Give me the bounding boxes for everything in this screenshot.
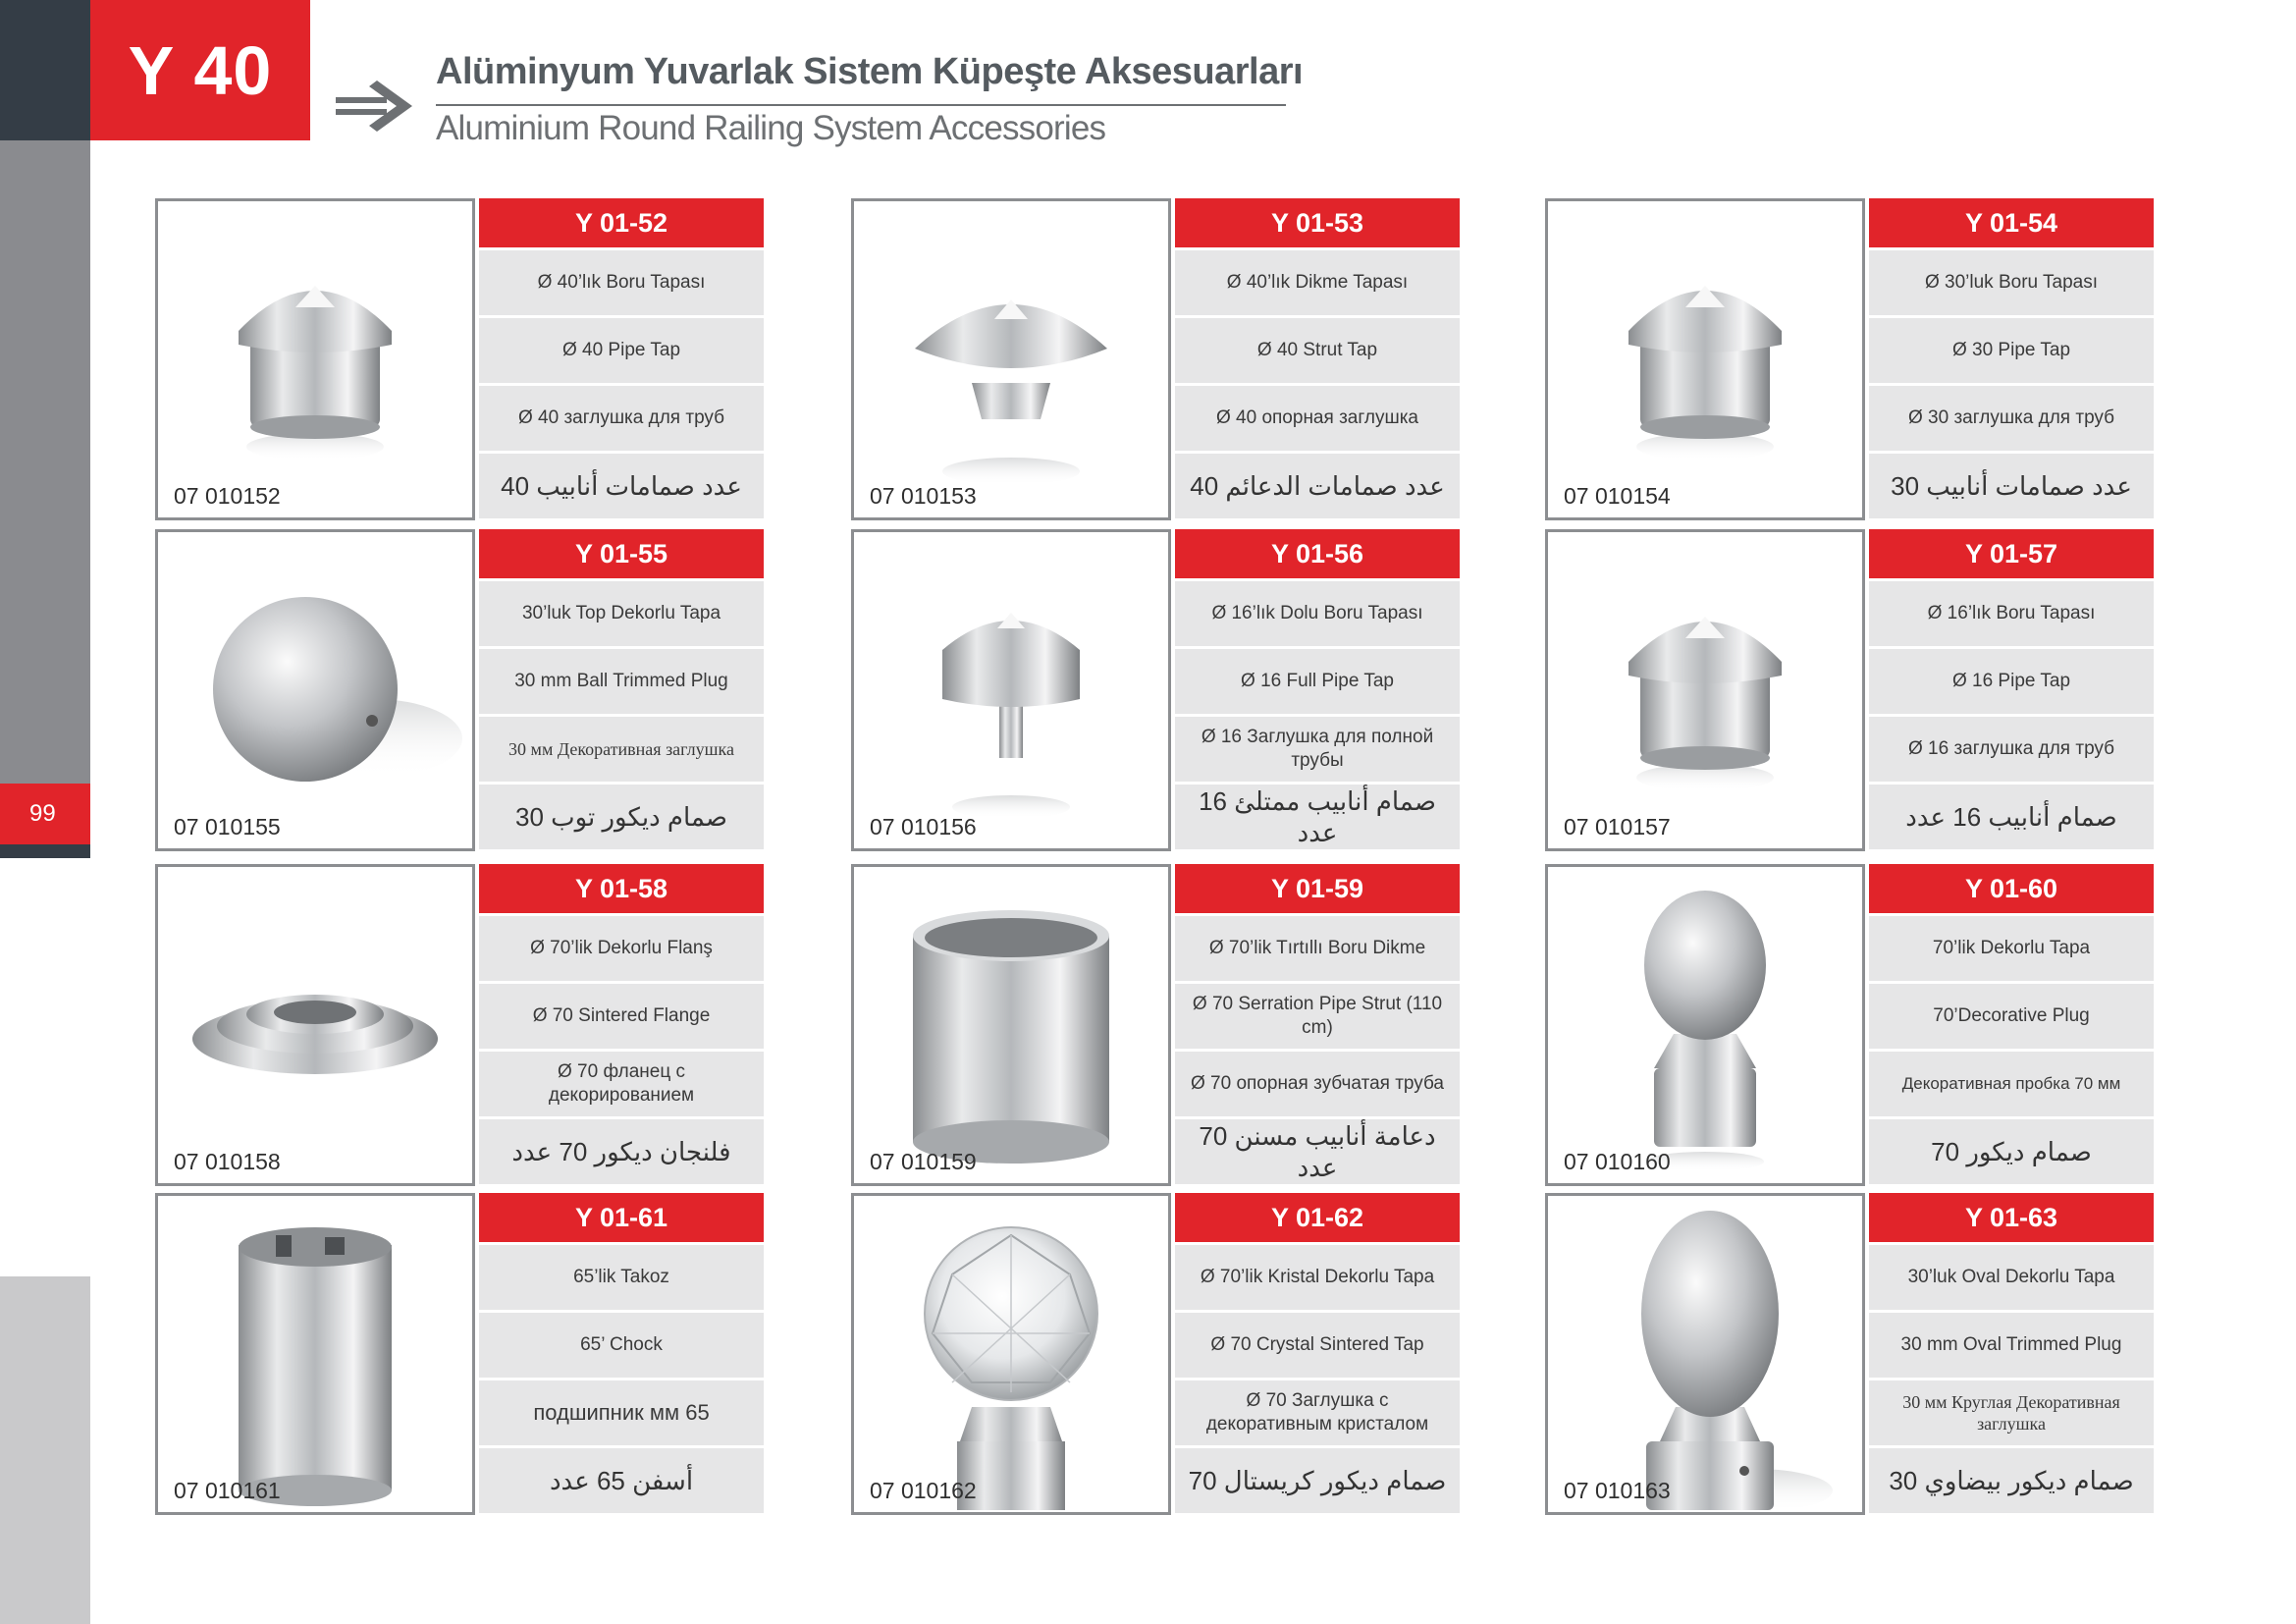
product-model: Y 01-57 [1869, 529, 2154, 578]
product-name-arabic: صمام ديكور كريستال 70 [1175, 1448, 1460, 1513]
product-name-english: Ø 70 Sintered Flange [479, 984, 764, 1049]
product-name-arabic: صمام ديكور 70 [1869, 1119, 2154, 1184]
product-image [1545, 864, 1865, 1186]
crystal-illustration-part [960, 1407, 1062, 1441]
cylinder-illustration-part [925, 918, 1097, 957]
oval-illustration [1548, 1196, 1862, 1512]
full-tap-illustration-part [999, 699, 1023, 758]
product-image [851, 529, 1171, 851]
crystal-illustration [854, 1196, 1168, 1512]
product-name-turkish: 30’luk Oval Dekorlu Tapa [1869, 1245, 2154, 1310]
product-name-russian: 30 мм Круглая Декоративная заглушка [1869, 1380, 2154, 1445]
product-name-english: 65’ Chock [479, 1313, 764, 1378]
product-name-english: Ø 40 Strut Tap [1175, 318, 1460, 383]
product-name-turkish: Ø 70’lik Tırtıllı Boru Dikme [1175, 916, 1460, 981]
pipe-cap-illustration-part [1640, 746, 1770, 770]
flange-illustration-part [274, 1001, 356, 1024]
product-code: 07 010155 [174, 814, 281, 839]
arrow-right-icon [336, 77, 414, 135]
product-image [1545, 529, 1865, 851]
ball-illustration-part [213, 597, 398, 782]
product-name-turkish: Ø 40’lık Boru Tapası [479, 250, 764, 315]
product-name-russian: Ø 30 заглушка для труб [1869, 386, 2154, 451]
product-code: 07 010158 [174, 1149, 281, 1174]
ball-post-illustration-part [1654, 1068, 1756, 1147]
product-name-english: 30 mm Oval Trimmed Plug [1869, 1313, 2154, 1378]
product-model: Y 01-53 [1175, 198, 1460, 247]
side-strip-grey [0, 140, 90, 784]
product-code: 07 010162 [870, 1478, 977, 1503]
product-name-arabic: فلنجان ديكور 70 عدد [479, 1119, 764, 1184]
product-image [1545, 198, 1865, 520]
full-tap-illustration-part [997, 613, 1025, 628]
product-image [155, 1193, 475, 1515]
product-name-arabic: عدد صمامات أنابيب 30 [1869, 454, 2154, 518]
product-image [851, 1193, 1171, 1515]
strut-cap-illustration-part [972, 383, 1050, 419]
product-name-turkish: Ø 70’lik Dekorlu Flanş [479, 916, 764, 981]
product-name-english: Ø 16 Pipe Tap [1869, 649, 2154, 714]
product-name-arabic: عدد صمامات أنابيب 40 [479, 454, 764, 518]
product-model: Y 01-63 [1869, 1193, 2154, 1242]
cylinder-illustration [854, 867, 1168, 1183]
product-name-arabic: صمام ديكور بيضاوي 30 [1869, 1448, 2154, 1513]
product-name-russian: Ø 70 опорная зубчатая труба [1175, 1052, 1460, 1116]
pipe-cap-illustration-part [1640, 415, 1770, 439]
product-model: Y 01-56 [1175, 529, 1460, 578]
product-name-english: Ø 40 Pipe Tap [479, 318, 764, 383]
pipe-cap-illustration [1548, 532, 1862, 848]
flange-illustration [158, 867, 472, 1183]
product-name-turkish: 65’lik Takoz [479, 1245, 764, 1310]
product-code: 07 010161 [174, 1478, 281, 1503]
product-code: 07 010153 [870, 483, 977, 509]
product-name-russian: Ø 70 Заглушка с декоративным кристалом [1175, 1380, 1460, 1445]
product-name-russian: Декоративная пробка 70 мм [1869, 1052, 2154, 1116]
strut-cap-illustration [854, 201, 1168, 517]
strut-cap-illustration-part [942, 458, 1080, 485]
product-model: Y 01-62 [1175, 1193, 1460, 1242]
section-code-badge: Y 40 [90, 0, 310, 140]
product-model: Y 01-59 [1175, 864, 1460, 913]
product-name-russian: Ø 70 фланец с декорированием [479, 1052, 764, 1116]
product-name-arabic: صمام ديكور توب 30 [479, 785, 764, 849]
product-model: Y 01-61 [479, 1193, 764, 1242]
chock-illustration-part [325, 1237, 345, 1255]
product-name-english: Ø 30 Pipe Tap [1869, 318, 2154, 383]
product-model: Y 01-55 [479, 529, 764, 578]
pipe-cap-illustration [1548, 201, 1862, 517]
product-name-turkish: 30’luk Top Dekorlu Tapa [479, 581, 764, 646]
product-name-russian: 30 мм Декоративная заглушка [479, 717, 764, 782]
product-name-turkish: Ø 70’lik Kristal Dekorlu Tapa [1175, 1245, 1460, 1310]
pipe-cap-illustration [158, 201, 472, 517]
page-title-turkish: Alüminyum Yuvarlak Sistem Küpeşte Aksesuarları [436, 51, 1304, 92]
oval-illustration-part [1739, 1466, 1749, 1476]
full-tap-illustration [854, 532, 1168, 848]
product-name-russian: Ø 16 заглушка для труб [1869, 717, 2154, 782]
product-model: Y 01-54 [1869, 198, 2154, 247]
product-name-arabic: أسفن 65 عدد [479, 1448, 764, 1513]
product-image [155, 198, 475, 520]
product-model: Y 01-52 [479, 198, 764, 247]
product-code: 07 010154 [1564, 483, 1671, 509]
chock-illustration-part [239, 1227, 392, 1267]
product-name-english: Ø 70 Serration Pipe Strut (110 cm) [1175, 984, 1460, 1049]
product-name-turkish: Ø 30’luk Boru Tapası [1869, 250, 2154, 315]
product-name-english: Ø 16 Full Pipe Tap [1175, 649, 1460, 714]
product-name-english: Ø 70 Crystal Sintered Tap [1175, 1313, 1460, 1378]
product-image [1545, 1193, 1865, 1515]
product-code: 07 010163 [1564, 1478, 1671, 1503]
product-name-arabic: دعامة أنابيب مسنن 70 عدد [1175, 1119, 1460, 1184]
cylinder-illustration-part [913, 936, 1109, 1142]
product-image [155, 529, 475, 851]
product-name-english: 70’Decorative Plug [1869, 984, 2154, 1049]
product-model: Y 01-58 [479, 864, 764, 913]
full-tap-illustration-part [942, 621, 1080, 707]
product-code: 07 010152 [174, 483, 281, 509]
product-name-arabic: عدد صمامات الدعائم 40 [1175, 454, 1460, 518]
ball-illustration [158, 532, 472, 848]
chock-illustration [158, 1196, 472, 1512]
product-name-russian: Ø 40 заглушка для труб [479, 386, 764, 451]
side-strip-dark [0, 0, 90, 140]
chock-illustration-part [239, 1245, 392, 1490]
product-code: 07 010160 [1564, 1149, 1671, 1174]
product-name-turkish: Ø 40’lık Dikme Tapası [1175, 250, 1460, 315]
product-name-arabic: صمام أنابيب ممتلئ 16 عدد [1175, 785, 1460, 849]
title-divider [436, 104, 1286, 106]
product-name-english: 30 mm Ball Trimmed Plug [479, 649, 764, 714]
pipe-cap-illustration-part [250, 415, 380, 439]
product-image [851, 198, 1171, 520]
product-image [155, 864, 475, 1186]
product-name-turkish: Ø 16’lık Dolu Boru Tapası [1175, 581, 1460, 646]
page-number: 99 [0, 784, 90, 844]
ball-post-illustration-part [1644, 891, 1766, 1040]
product-name-russian: подшипник мм 65 [479, 1380, 764, 1445]
ball-post-illustration [1548, 867, 1862, 1183]
product-code: 07 010159 [870, 1149, 977, 1174]
product-name-russian: Ø 16 Заглушка для полной трубы [1175, 717, 1460, 782]
product-code: 07 010156 [870, 814, 977, 839]
product-name-turkish: 70’lik Dekorlu Tapa [1869, 916, 2154, 981]
ball-illustration-part [366, 715, 378, 727]
product-name-russian: Ø 40 опорная заглушка [1175, 386, 1460, 451]
product-code: 07 010157 [1564, 814, 1671, 839]
product-image [851, 864, 1171, 1186]
product-name-turkish: Ø 16’lık Boru Tapası [1869, 581, 2154, 646]
oval-illustration-part [1641, 1211, 1779, 1417]
chock-illustration-part [276, 1235, 292, 1257]
side-strip-light [0, 1276, 90, 1624]
product-name-arabic: صمام أنابيب 16 عدد [1869, 785, 2154, 849]
page-title-english: Aluminium Round Railing System Accessories [436, 109, 1106, 147]
side-strip-accent [0, 844, 90, 858]
product-model: Y 01-60 [1869, 864, 2154, 913]
